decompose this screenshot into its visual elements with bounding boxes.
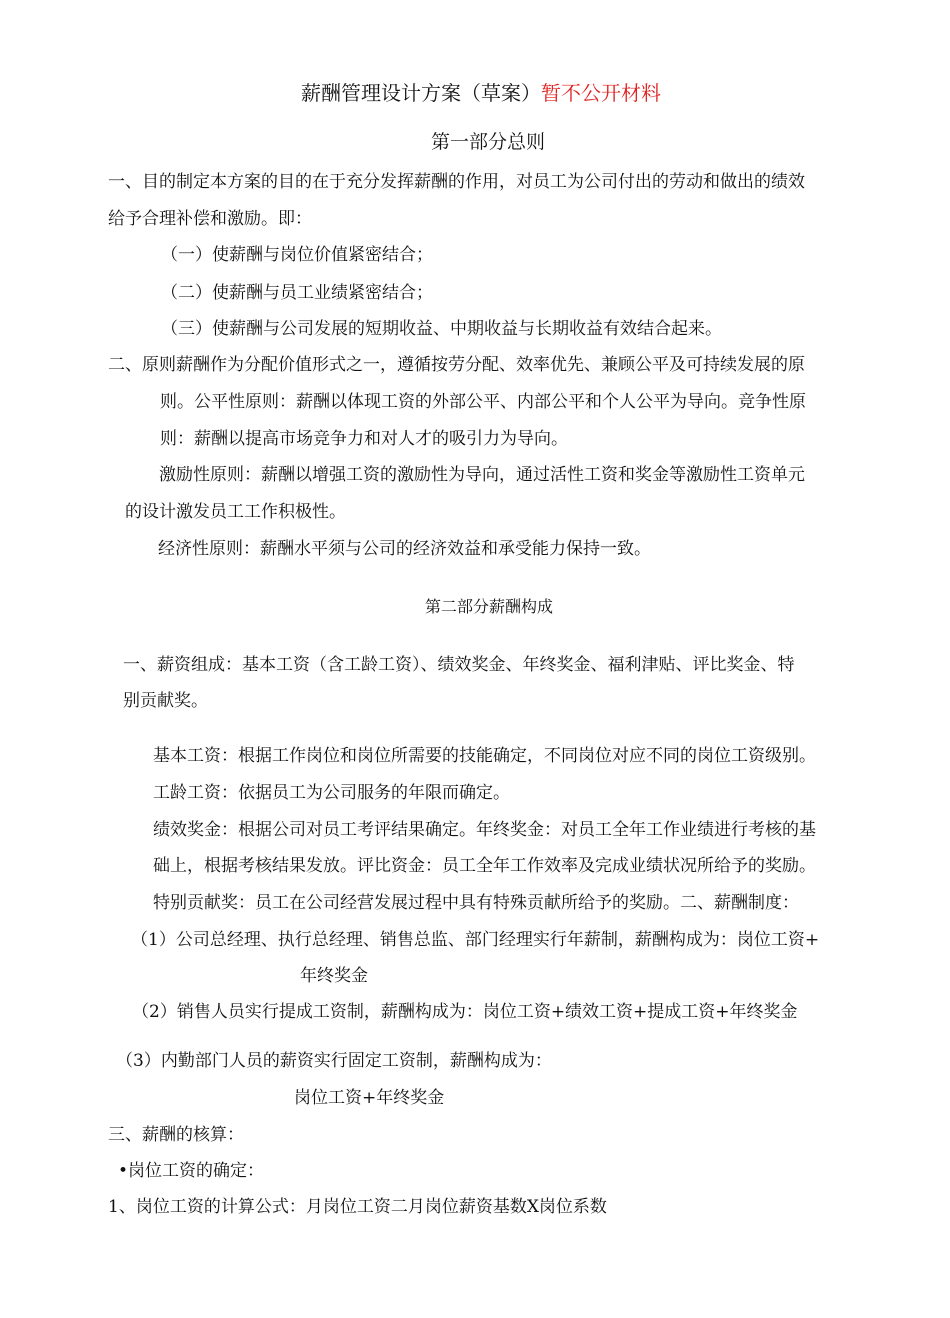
- principle-line-6: 经济性原则：薪酬水平须与公司的经济效益和承受能力保持一致。: [158, 539, 651, 559]
- purpose-line-2: 给予合理补偿和激励。即：: [108, 209, 312, 229]
- principle-line-4: 激励性原则：薪酬以增强工资的激励性为导向，通过活性工资和奖金等激励性工资单元: [159, 465, 805, 485]
- accounting-formula: 1、岗位工资的计算公式：月岗位工资二月岗位薪资基数X岗位系数: [108, 1197, 607, 1217]
- accounting-heading: 三、薪酬的核算：: [108, 1125, 244, 1145]
- part2-heading: 第二部分薪酬构成: [425, 597, 554, 616]
- part1-heading: 第一部分总则: [431, 131, 546, 153]
- purpose-line-1: 一、目的制定本方案的目的在于充分发挥薪酬的作用，对员工为公司付出的劳动和做出的绩效: [108, 172, 805, 192]
- system-item-1-line-2: 年终奖金: [300, 966, 368, 986]
- definition-line-1: 基本工资：根据工作岗位和岗位所需要的技能确定，不同岗位对应不同的岗位工资级别。: [153, 746, 816, 766]
- salary-composition-line-2: 别贡献奖。: [123, 691, 208, 711]
- system-item-1-line-1: （1）公司总经理、执行总经理、销售总监、部门经理实行年薪制，薪酬构成为：岗位工资+: [131, 930, 820, 950]
- document-title: [301, 82, 661, 104]
- purpose-item-2: （二）使薪酬与员工业绩紧密结合；: [161, 283, 433, 303]
- salary-composition-line-1: 一、薪资组成：基本工资（含工龄工资）、绩效奖金、年终奖金、福利津贴、评比奖金、特: [123, 655, 795, 675]
- principle-line-1: 二、原则薪酬作为分配价值形式之一，遵循按劳分配、效率优先、兼顾公平及可持续发展的原: [108, 355, 805, 375]
- principle-line-3: 则：薪酬以提高市场竞争力和对人才的吸引力为导向。: [160, 429, 568, 449]
- definition-line-4: 础上，根据考核结果发放。评比资金：员工全年工作效率及完成业绩状况所给予的奖励。: [153, 856, 816, 876]
- purpose-item-1: （一）使薪酬与岗位价值紧密结合；: [161, 245, 433, 265]
- accounting-bullet: •岗位工资的确定：: [118, 1161, 265, 1181]
- principle-line-2: 则。公平性原则：薪酬以体现工资的外部公平、内部公平和个人公平为导向。竞争性原: [160, 392, 806, 412]
- definition-line-2: 工龄工资：依据员工为公司服务的年限而确定。: [153, 783, 510, 803]
- definition-line-5: 特别贡献奖：员工在公司经营发展过程中具有特殊贡献所给予的奖励。二、薪酬制度：: [153, 893, 799, 913]
- purpose-item-3: （三）使薪酬与公司发展的短期收益、中期收益与长期收益有效结合起来。: [161, 319, 722, 339]
- title-confidential-note: 暂不公开材料: [541, 81, 661, 105]
- title-main: 薪酬管理设计方案（草案）: [301, 81, 541, 105]
- principle-line-5: 的设计激发员工工作积极性。: [125, 502, 346, 522]
- definition-line-3: 绩效奖金：根据公司对员工考评结果确定。年终奖金：对员工全年工作业绩进行考核的基: [153, 820, 816, 840]
- system-item-3-line-2: 岗位工资+年终奖金: [294, 1088, 445, 1108]
- system-item-2: （2）销售人员实行提成工资制，薪酬构成为：岗位工资+绩效工资+提成工资+年终奖金: [132, 1002, 798, 1022]
- system-item-3-line-1: （3）内勤部门人员的薪资实行固定工资制，薪酬构成为：: [116, 1051, 552, 1071]
